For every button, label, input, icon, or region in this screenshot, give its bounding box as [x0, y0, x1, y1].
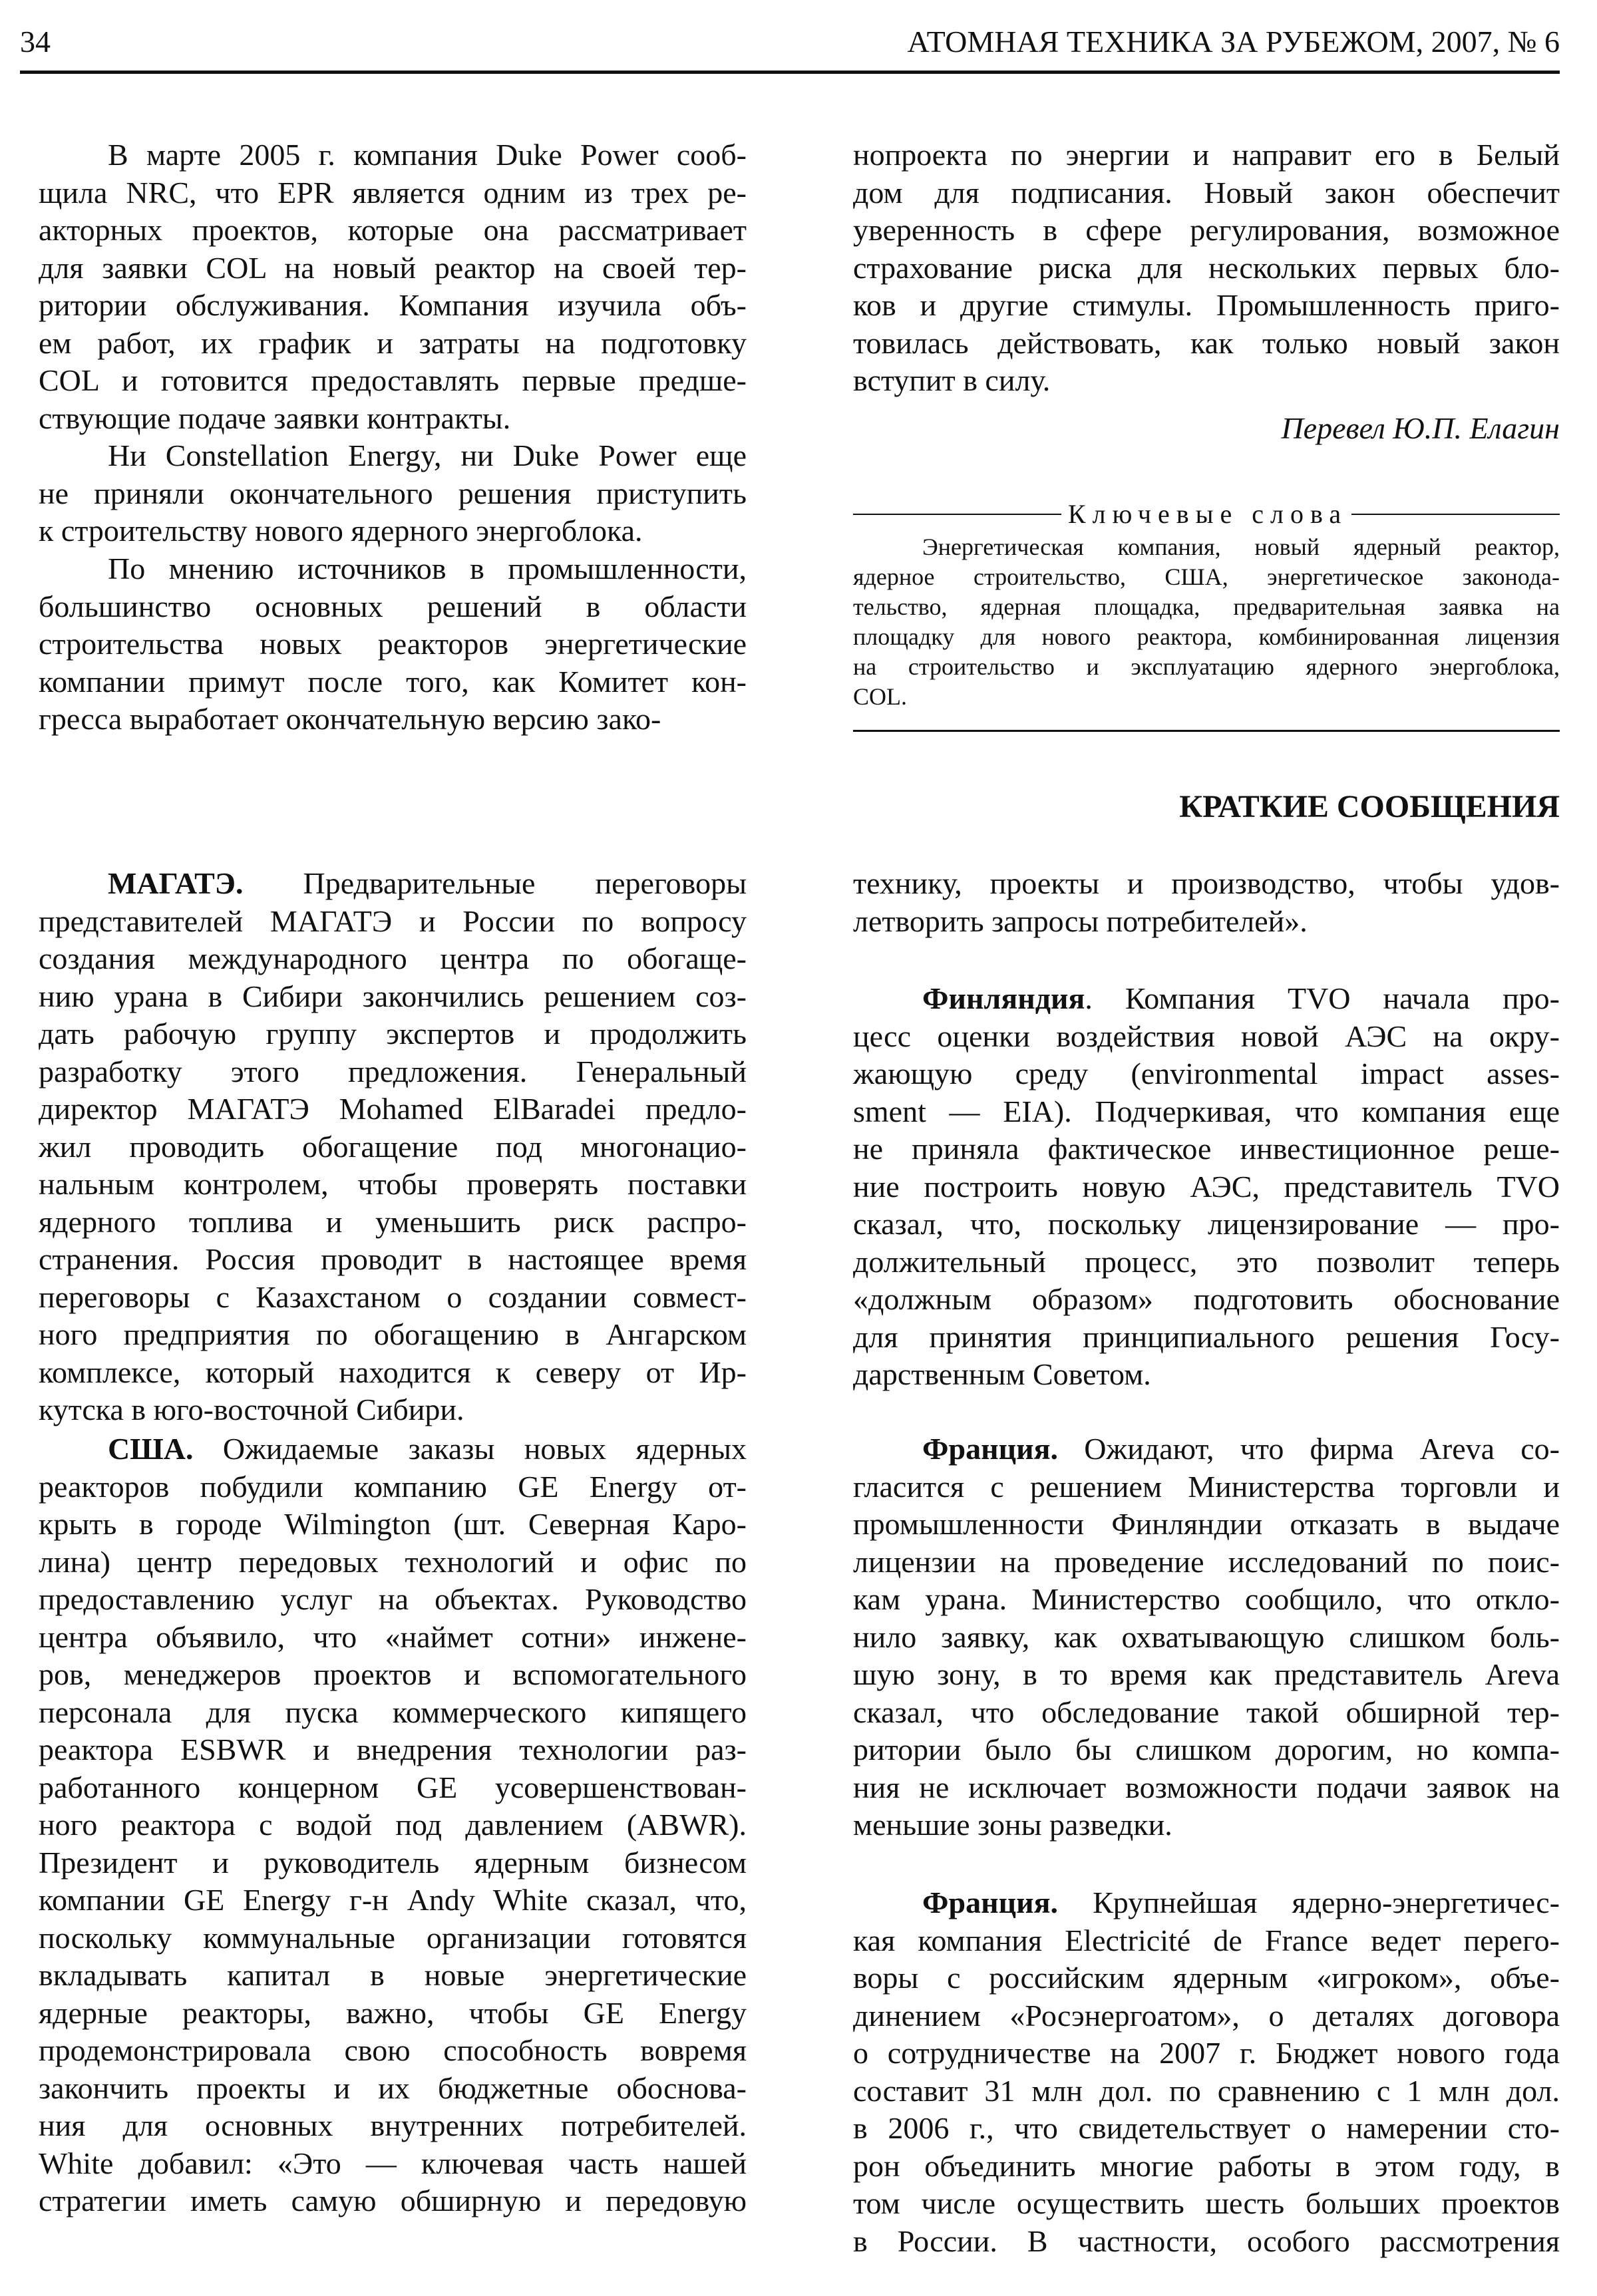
text-line: меньшие зоны разведки. — [853, 1808, 1172, 1842]
text-line: работанного концерном GE усовершенствован- — [39, 1770, 747, 1804]
text-line: COL. — [853, 683, 907, 710]
text-line-content: Предварительные переговоры — [243, 866, 747, 900]
text-line: площадку для нового реактора, комбинированная лицензия — [853, 623, 1560, 650]
text-line: тельство, ядерная площадка, предварительная заявка на — [853, 593, 1560, 620]
text-line: ядерное строительство, США, энергетическое законода- — [853, 564, 1560, 590]
text-line: товилась действовать, как только новый закон — [853, 325, 1560, 360]
text-line: разработку этого предложения. Генеральный — [39, 1054, 747, 1088]
news-item-lead: США. — [108, 1432, 194, 1466]
text-line: промышленности Финляндии отказать в выдаче — [853, 1507, 1560, 1541]
text-line: кам урана. Министерство сообщило, что откло- — [853, 1582, 1560, 1616]
text-line: компании примут после того, как Комитет кон- — [39, 664, 747, 699]
text-line: Ни Constellation Energy, ни Duke Power еще — [108, 438, 747, 472]
text-line: технику, проекты и производство, чтобы удов- — [853, 866, 1560, 900]
section-heading-brief-news: КРАТКИЕ СООБЩЕНИЯ — [1179, 789, 1560, 824]
text-line: представителей МАГАТЭ и России по вопросу — [39, 903, 747, 938]
text-line: sment — EIA). Подчеркивая, что компания еще — [853, 1094, 1560, 1128]
text-line: крыть в городе Wilmington (шт. Северная Каро- — [39, 1507, 747, 1541]
text-line: воры с российским ядерным «игроком», объе- — [853, 1961, 1560, 1995]
text-line — [853, 1430, 1560, 1468]
text-line: ния не исключает возможности подачи заявок на — [853, 1770, 1560, 1804]
text-line: директор МАГАТЭ Mohamed ElBaradei предло- — [39, 1092, 747, 1126]
news-item-france-areva — [853, 1430, 1560, 1844]
text-line: вступит в силу. — [853, 363, 1051, 397]
text-line: на строительство и эксплуатацию ядерного энергоблока, — [853, 653, 1560, 680]
text-line: сказал, что обследование такой обширной тер- — [853, 1695, 1560, 1729]
news-item-usa — [39, 1430, 747, 2220]
text-line: ного предприятия по обогащению в Ангарском — [39, 1317, 747, 1351]
text-line — [853, 1884, 1560, 1922]
text-line: компании GE Energy г-н Andy White сказал, что, — [39, 1883, 747, 1917]
text-line: не приняли окончательного решения приступить — [39, 476, 747, 510]
text-line: рон объединить многие работы в этом году, в — [853, 2148, 1560, 2183]
header-rule — [20, 71, 1560, 74]
text-line: должительный процесс, это позволит теперь — [853, 1244, 1560, 1279]
text-line-content: Крупнейшая ядерно-энергетичес- — [1058, 1886, 1560, 1919]
article-paragraph-duke-power — [39, 136, 747, 437]
text-line: По мнению источников в промышленности, — [108, 552, 747, 585]
keywords-rule-right — [1351, 514, 1560, 515]
text-line: страхование риска для нескольких первых бло- — [853, 250, 1560, 285]
text-line: персонала для пуска коммерческого кипящего — [39, 1695, 747, 1729]
text-line: Президент и руководитель ядерным бизнесом — [39, 1845, 747, 1880]
text-line: дать рабочую группу экспертов и продолжить — [39, 1017, 747, 1051]
text-line: стратегии иметь самую обширную и передовую — [39, 2184, 747, 2217]
text-line: гресса выработает окончательную версию зако- — [39, 702, 661, 736]
text-line: White добавил: «Это — ключевая часть нашей — [39, 2146, 747, 2180]
keywords-title: Ключевые слова — [1067, 499, 1348, 529]
text-line: для принятия принципиального решения Госу- — [853, 1319, 1560, 1354]
news-item-lead: Франция. — [922, 1886, 1058, 1919]
article-paragraph-energy-bill — [853, 136, 1560, 400]
text-line: большинство основных решений в области — [39, 589, 747, 623]
news-item-usa-continued — [853, 865, 1560, 940]
text-line: акторных проектов, которые она рассматривает — [39, 213, 747, 247]
text-line: центра объявило, что «наймет сотни» инжене- — [39, 1619, 747, 1654]
text-line: сказал, что, поскольку лицензирование — про- — [853, 1207, 1560, 1241]
text-line: кутска в юго-восточной Сибири. — [39, 1393, 464, 1426]
text-line: для заявки COL на новый реактор на своей тер- — [39, 250, 747, 285]
text-line: дом для подписания. Новый закон обеспечит — [853, 175, 1560, 210]
news-item-france-edf — [853, 1884, 1560, 2260]
text-line: реакторов побудили компанию GE Energy от- — [39, 1469, 747, 1504]
text-line: поскольку коммунальные организации готовятся — [39, 1920, 747, 1955]
text-line: продемонстрировала свою способность вовремя — [39, 2033, 747, 2067]
text-line: динением «Росэнергоатом», о деталях договора — [853, 1998, 1560, 2033]
text-line: ядерного топлива и уменьшить риск распро- — [39, 1204, 747, 1239]
text-line: «должным образом» подготовить обоснование — [853, 1282, 1560, 1316]
text-line — [39, 1430, 747, 1468]
text-line: ного реактора с водой под давлением (ABWR). — [39, 1808, 747, 1842]
text-line: закончить проекты и их бюджетные обоснова- — [39, 2070, 747, 2105]
text-line: нопроекта по энергии и направит его в Белый — [853, 138, 1560, 172]
news-item-finland — [853, 980, 1560, 1394]
text-line: предоставлению услуг на объектах. Руководство — [39, 1582, 747, 1616]
text-line: гласится с решением Министерства торговли и — [853, 1469, 1560, 1504]
text-line: составит 31 млн дол. по сравнению с 1 млн дол. — [853, 2073, 1560, 2108]
text-line: странения. Россия проводит в настоящее время — [39, 1242, 747, 1276]
text-line: дарственным Советом. — [853, 1357, 1151, 1391]
text-line: ритории обслуживания. Компания изучила объ- — [39, 288, 747, 322]
article-paragraph-industry-sources — [39, 550, 747, 738]
text-line: летворить запросы потребителей». — [853, 903, 1308, 938]
text-line — [39, 865, 747, 903]
text-line: шую зону, в то время как представитель Areva — [853, 1657, 1560, 1691]
news-item-lead: Финляндия — [922, 981, 1085, 1015]
article-paragraph-constellation — [39, 437, 747, 550]
text-line — [853, 980, 1560, 1018]
text-line: в 2006 г., что свидетельствует о намерении сто- — [853, 2111, 1560, 2145]
translator-signature: Перевел Ю.П. Елагин — [1281, 411, 1560, 445]
keywords-rule-left — [853, 514, 1061, 515]
text-line: ние построить новую АЭС, представитель TVO — [853, 1169, 1560, 1204]
text-line-content: Ожидаемые заказы новых ядерных — [193, 1432, 747, 1466]
text-line: COL и готовится предоставлять первые предше- — [39, 363, 747, 397]
text-line: к строительству нового ядерного энергоблока. — [39, 514, 643, 548]
text-line: нило заявку, как охватывающую слишком боль- — [853, 1619, 1560, 1654]
news-item-lead: Франция. — [922, 1432, 1058, 1466]
text-line-content: . Компания TVO начала про- — [1085, 981, 1560, 1015]
text-line: жающую среду (environmental impact asses- — [853, 1057, 1560, 1090]
text-line-content: Ожидают, что фирма Areva со- — [1058, 1432, 1560, 1466]
keywords-list — [853, 532, 1560, 712]
news-item-lead: МАГАТЭ. — [108, 866, 244, 900]
text-line: В марте 2005 г. компания Duke Power сооб- — [108, 138, 747, 172]
journal-title: АТОМНАЯ ТЕХНИКА ЗА РУБЕЖОМ, 2007, № 6 — [907, 25, 1560, 59]
text-line: лина) центр передовых технологий и офис по — [39, 1544, 747, 1579]
news-item-iaea — [39, 865, 747, 1429]
text-line: о сотрудничестве на 2007 г. Бюджет нового года — [853, 2036, 1560, 2070]
text-line: ния для основных внутренних потребителей. — [39, 2108, 747, 2142]
text-line: ров, менеджеров проектов и вспомогательного — [39, 1657, 747, 1691]
text-line: в России. В частности, особого рассмотрения — [853, 2223, 1560, 2258]
page-number: 34 — [20, 25, 51, 59]
text-line: ядерные реакторы, важно, чтобы GE Energy — [39, 1995, 747, 2030]
keywords-bottom-rule — [853, 730, 1560, 732]
text-line: щила NRC, что EPR является одним из трех ре- — [39, 175, 747, 210]
text-line: переговоры с Казахстаном о создании совмест- — [39, 1279, 747, 1314]
text-line: вкладывать капитал в новые энергетические — [39, 1958, 747, 1992]
text-line: Энергетическая компания, новый ядерный реактор, — [922, 534, 1560, 560]
text-line: не приняла фактическое инвестиционное реше- — [853, 1132, 1560, 1166]
text-line: создания международного центра по обогаще- — [39, 941, 747, 975]
text-line: лицензии на проведение исследований по поис- — [853, 1544, 1560, 1579]
text-line: ем работ, их график и затраты на подготовку — [39, 325, 747, 360]
text-line: нальным контролем, чтобы проверять поставки — [39, 1167, 747, 1201]
text-line: нию урана в Сибири закончились решением соз- — [39, 979, 747, 1013]
keywords-title-row — [853, 498, 1560, 531]
text-line: кая компания Electricité de France ведет перего- — [853, 1923, 1560, 1957]
text-line: комплексе, который находится к северу от Ир- — [39, 1355, 747, 1389]
text-line: ков и другие стимулы. Промышленность приго- — [853, 288, 1560, 322]
text-line: том числе осуществить шесть больших проектов — [853, 2186, 1560, 2220]
text-line: строительства новых реакторов энергетические — [39, 627, 747, 661]
text-line: ритории было бы слишком дорогим, но компа- — [853, 1732, 1560, 1766]
text-line: жил проводить обогащение под многонацио- — [39, 1129, 747, 1164]
text-line: ствующие подаче заявки контракты. — [39, 401, 511, 435]
text-line: уверенность в сфере регулирования, возможное — [853, 213, 1560, 247]
text-line: цесс оценки воздействия новой АЭС на окру- — [853, 1019, 1560, 1053]
text-line: реактора ESBWR и внедрения технологии раз- — [39, 1732, 747, 1766]
